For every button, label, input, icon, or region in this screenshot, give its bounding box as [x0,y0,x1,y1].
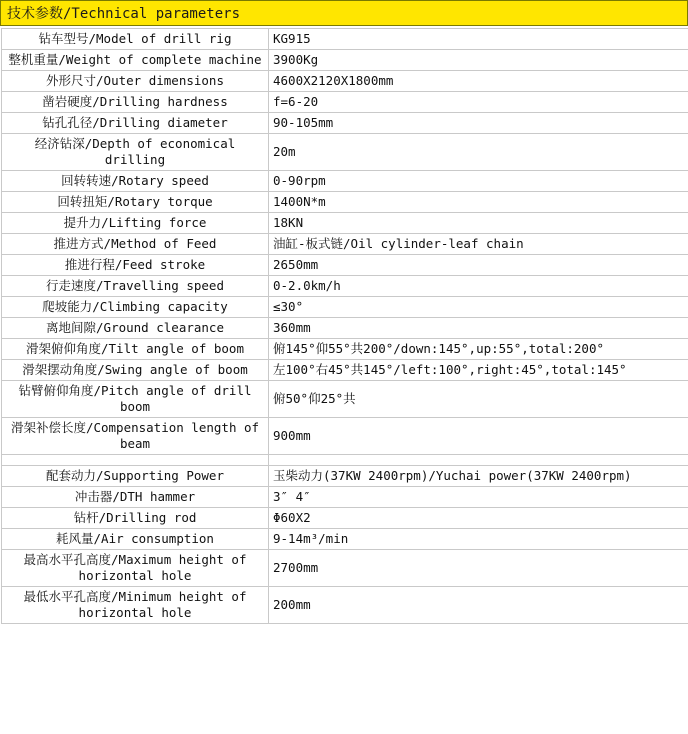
param-label: 回转转速/Rotary speed [2,171,269,192]
table-row [2,587,688,624]
param-label: 最高水平孔高度/Maximum height of horizontal hole [2,550,269,587]
param-label: 回转扭矩/Rotary torque [2,192,269,213]
param-value: 200mm [269,587,688,624]
table-body [2,29,688,624]
param-label: 爬坡能力/Climbing capacity [2,297,269,318]
table-row [2,297,688,318]
table-row [2,381,688,418]
param-label: 离地间隙/Ground clearance [2,318,269,339]
param-value: ≤30° [269,297,688,318]
table-row [2,529,688,550]
table-row [2,171,688,192]
table-row [2,487,688,508]
table-row [2,192,688,213]
table-row [2,339,688,360]
param-value: 0-2.0km/h [269,276,688,297]
table-row [2,466,688,487]
table-row [2,50,688,71]
param-label: 耗风量/Air consumption [2,529,269,550]
param-value: 4600X2120X1800mm [269,71,688,92]
table-row [2,318,688,339]
table-row [2,276,688,297]
param-label: 推进方式/Method of Feed [2,234,269,255]
param-value: KG915 [269,29,688,50]
param-value: 90-105mm [269,113,688,134]
table-row [2,360,688,381]
param-value: 玉柴动力(37KW 2400rpm)/Yuchai power(37KW 2400rpm) [269,466,688,487]
param-value: 9-14m³/min [269,529,688,550]
param-label: 凿岩硬度/Drilling hardness [2,92,269,113]
param-label: 行走速度/Travelling speed [2,276,269,297]
param-label: 整机重量/Weight of complete machine [2,50,269,71]
param-value: 900mm [269,418,688,455]
table-row [2,92,688,113]
param-label: 滑架俯仰角度/Tilt angle of boom [2,339,269,360]
param-label: 钻车型号/Model of drill rig [2,29,269,50]
param-label: 冲击器/DTH hammer [2,487,269,508]
param-value: 18KN [269,213,688,234]
table-row [2,213,688,234]
param-value: 2650mm [269,255,688,276]
param-value: 3900Kg [269,50,688,71]
spacer-cell-right [269,455,688,466]
param-label: 滑架摆动角度/Swing angle of boom [2,360,269,381]
table-row [2,418,688,455]
table-row [2,134,688,171]
technical-parameters-table [1,28,688,624]
param-label: 滑架补偿长度/Compensation length of beam [2,418,269,455]
param-label: 经济钻深/Depth of economical drilling [2,134,269,171]
param-value: 俯145°仰55°共200°/down:145°,up:55°,total:200° [269,339,688,360]
panel-title-bar [0,0,688,26]
param-value: f=6-20 [269,92,688,113]
param-label: 钻杆/Drilling rod [2,508,269,529]
spacer-row [2,455,688,466]
param-label: 最低水平孔高度/Minimum height of horizontal hole [2,587,269,624]
param-value: 20m [269,134,688,171]
table-row [2,550,688,587]
param-value: 1400N*m [269,192,688,213]
param-value: 俯50°仰25°共 [269,381,688,418]
param-value: Φ60X2 [269,508,688,529]
param-value: 3″ 4″ [269,487,688,508]
spacer-cell-left [2,455,269,466]
param-value: 360mm [269,318,688,339]
param-label: 钻孔孔径/Drilling diameter [2,113,269,134]
param-value: 左100°右45°共145°/left:100°,right:45°,total:145° [269,360,688,381]
param-label: 推进行程/Feed stroke [2,255,269,276]
param-value: 0-90rpm [269,171,688,192]
table-row [2,234,688,255]
page-title: 技术参数/Technical parameters [7,6,241,22]
table-row [2,113,688,134]
table-row [2,29,688,50]
param-value: 油缸-板式链/Oil cylinder-leaf chain [269,234,688,255]
param-label: 配套动力/Supporting Power [2,466,269,487]
param-value: 2700mm [269,550,688,587]
table-row [2,255,688,276]
param-label: 提升力/Lifting force [2,213,269,234]
param-label: 钻臂俯仰角度/Pitch angle of drill boom [2,381,269,418]
table-row [2,508,688,529]
param-label: 外形尺寸/Outer dimensions [2,71,269,92]
table-row [2,71,688,92]
